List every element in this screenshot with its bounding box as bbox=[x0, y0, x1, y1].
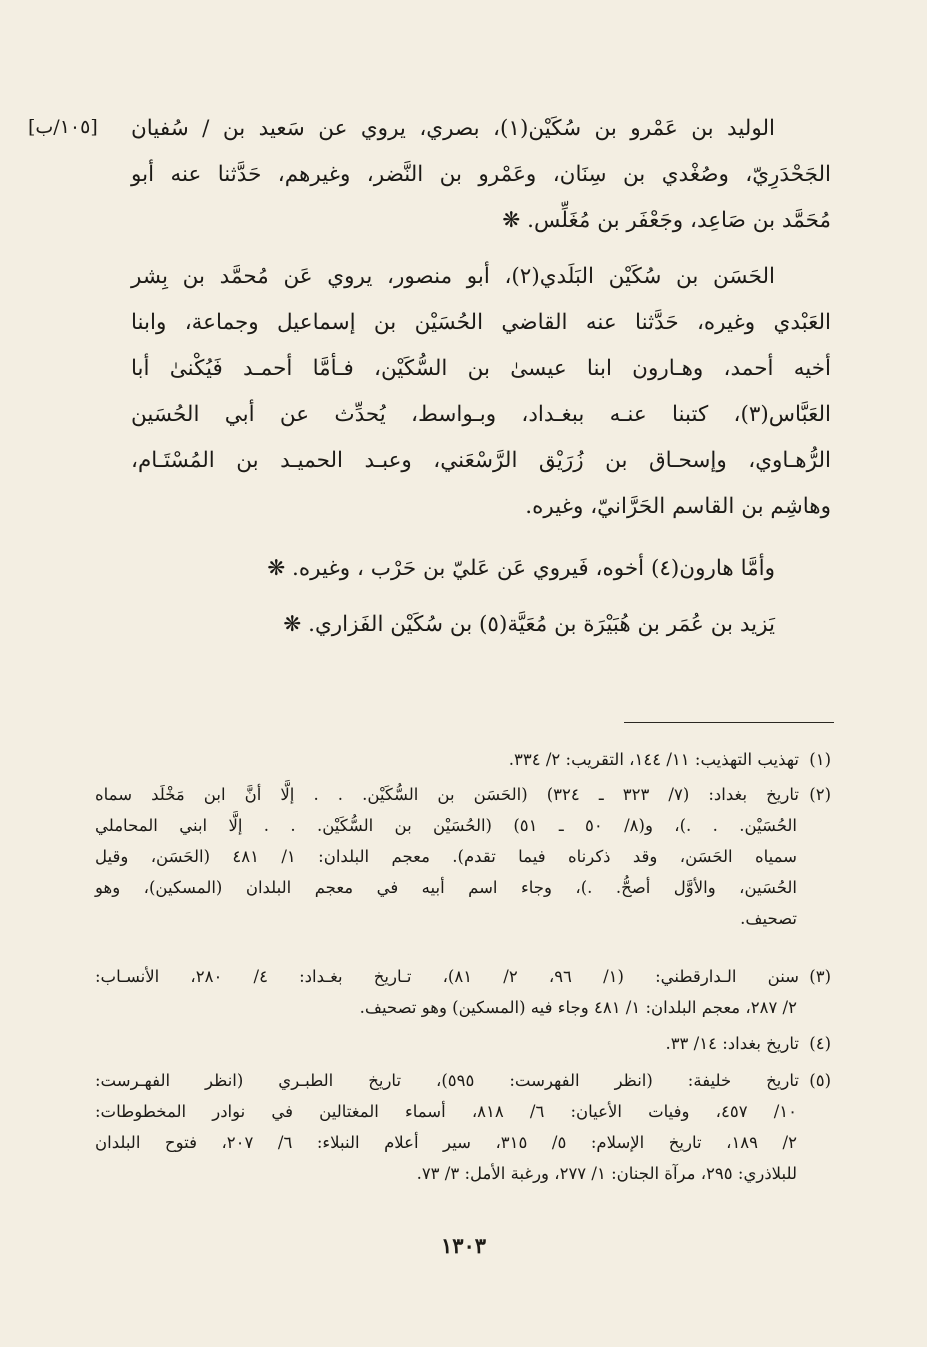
footnote-text: الحُسَين، والأوَّل أصحُّ. .)، وجاء اسم أبيه في معجم البلدان (المسكين)، وهو bbox=[95, 878, 797, 897]
entry-al-walid bbox=[131, 106, 831, 244]
text-line: أخيه أحمد، وهـارون ابنا عيسىٰ بن السُّكَيْن، فـأمَّا أحمـد فَيُكْنىٰ أبا bbox=[131, 356, 831, 381]
footnote-2 bbox=[95, 779, 831, 934]
footnote-text: تهذيب التهذيب: ١١/ ١٤٤، التقريب: ٢/ ٣٣٤. bbox=[508, 750, 799, 769]
footnote-text: تصحيف. bbox=[740, 909, 797, 928]
footnote-text: تاريخ خليفة: (انظر الفهرست: ٥٩٥)، تاريخ الطبـري (انظر الفهـرست: bbox=[95, 1071, 799, 1090]
text-line: الجَحْدَرِيّ، وصُغْدي بن سِنَان، وعَمْرو بن النَّضر، وغيرهم، حَدَّثنا عنه أبو bbox=[131, 162, 831, 187]
text-line: يَزيد بن عُمَر بن هُبَيْرَة بن مُعَيَّة(٥) بن سُكَيْن الفَزاري. ❋ bbox=[283, 612, 775, 637]
footnote-4 bbox=[95, 1028, 831, 1059]
text-line: الرُّهـاوي، وإسحـاق بن زُرَيْق الرَّسْعَني، وعبـد الحميـد بن المُسْتَـام، bbox=[131, 448, 831, 473]
footnote-number: (١) bbox=[809, 750, 831, 769]
footnote-number: (٥) bbox=[809, 1071, 831, 1090]
manuscript-folio-reference: [١٠٥/ب] bbox=[28, 116, 98, 138]
footnote-text: سمياه الحَسَن، وقد ذكرناه فيما تقدم). معجم البلدان: ١/ ٤٨١ (الحَسَن، وقيل bbox=[95, 847, 798, 866]
footnote-text: للبلاذري: ٢٩٥، مرآة الجنان: ١/ ٢٧٧، ورغبة الأمل: ٣/ ٧٣. bbox=[416, 1164, 797, 1183]
footnote-text: تاريخ بغداد: (٧/ ٣٢٣ ـ ٣٢٤) (الحَسَن بن السُّكَيْن. . . إلَّا أنَّ ابن مَخْلَد سماه bbox=[95, 785, 799, 804]
footnote-5 bbox=[95, 1065, 831, 1189]
text-line: العَبَّاس(٣)، كتبنا عنـه ببغـداد، وبـواسط، يُحدِّث عن أبي الحُسَين bbox=[131, 402, 831, 427]
entry-harun bbox=[131, 546, 831, 592]
footnote-3 bbox=[95, 961, 831, 1023]
text-line: العَبْدي وغيره، حَدَّثنا عنه القاضي الحُسَيْن بن إسماعيل وجماعة، وابنا bbox=[131, 310, 831, 335]
text-line: الحَسَن بن سُكَيْن البَلَدي(٢)، أبو منصور، يروي عَن مُحمَّد بن بِشر bbox=[131, 264, 775, 289]
footnote-separator bbox=[624, 722, 834, 723]
footnote-text: الحُسَيْن. . .)، و(٨/ ٥٠ ـ ٥١) (الحُسَيْن بن السُّكَيْن. . . إلَّا ابني المحاملي bbox=[95, 816, 797, 835]
text-line: وأمَّا هارون(٤) أخوه، فَيروي عَن عَليّ بن حَرْب ، وغيره. ❋ bbox=[267, 556, 775, 581]
footnote-number: (٤) bbox=[809, 1034, 831, 1053]
footnote-number: (٣) bbox=[809, 967, 831, 986]
footnote-text: ١٠/ ٤٥٧، وفيات الأعيان: ٦/ ٨١٨، أسماء المغتالين في نوادر المخطوطات: bbox=[95, 1102, 798, 1121]
text-line: مُحَمَّد بن صَاعِد، وجَعْفَر بن مُغَلِّس. ❋ bbox=[502, 208, 831, 233]
footnote-text: تاريخ بغداد: ١٤/ ٣٣. bbox=[665, 1034, 799, 1053]
footnote-text: سنن الـدارقطني: (١/ ٩٦، ٢/ ٨١)، تـاريخ بغـداد: ٤/ ٢٨٠، الأنسـاب: bbox=[95, 967, 799, 986]
footnote-text: ٢/ ٢٨٧، معجم البلدان: ١/ ٤٨١ وجاء فيه (المسكين) وهو تصحيف. bbox=[359, 998, 797, 1017]
text-line: وهاشِم بن القاسم الحَرَّانيّ، وغيره. bbox=[525, 494, 831, 519]
footnote-text: ٢/ ١٨٩، تاريخ الإسلام: ٥/ ٣١٥، سير أعلام النبلاء: ٦/ ٢٠٧، فتوح البلدان bbox=[95, 1133, 797, 1152]
text-line: الوليد بن عَمْرو بن سُكَيْن(١)، بصري، يروي عن سَعيد بن / سُفيان bbox=[131, 116, 775, 141]
entry-yazid bbox=[131, 602, 831, 648]
entry-al-hasan bbox=[131, 254, 831, 530]
footnote-number: (٢) bbox=[809, 785, 831, 804]
footnote-1 bbox=[95, 744, 831, 775]
page-number: ١٣٠٣ bbox=[440, 1233, 487, 1258]
